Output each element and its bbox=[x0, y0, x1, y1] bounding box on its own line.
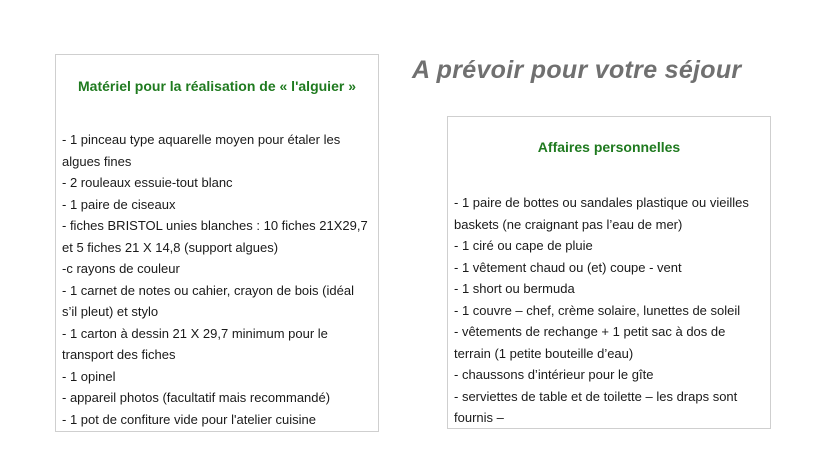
list-item: - 1 paire de ciseaux bbox=[62, 196, 176, 212]
list-item: - chaussons d’intérieur pour le gîte bbox=[454, 367, 654, 382]
materiel-heading: Matériel pour la réalisation de « l'alguier » bbox=[78, 78, 356, 94]
list-item: - 1 ciré ou cape de pluie bbox=[454, 238, 593, 253]
list-item: - fiches BRISTOL unies blanches : 10 fiches 21X29,7 et 5 fiches 21 X 14,8 (support algues) bbox=[62, 218, 368, 255]
list-item: - 1 short ou bermuda bbox=[454, 281, 575, 296]
list-item: - vêtements de rechange + 1 petit sac à dos de terrain (1 petite bouteille d’eau) bbox=[454, 324, 726, 361]
list-item: - 1 pinceau type aquarelle moyen pour étaler les algues fines bbox=[62, 132, 341, 169]
list-item: - 2 rouleaux essuie-tout blanc bbox=[62, 175, 233, 190]
list-item: -c rayons de couleur bbox=[62, 261, 180, 276]
materiel-list bbox=[62, 129, 372, 430]
list-item: - 1 pot de confiture vide pour l'atelier cuisine bbox=[62, 411, 316, 427]
list-item: - 1 carton à dessin 21 X 29,7 minimum pour le transport des fiches bbox=[62, 325, 328, 362]
list-item: - 1 opinel bbox=[62, 368, 116, 384]
affaires-box bbox=[447, 116, 771, 429]
page-title: A prévoir pour votre séjour bbox=[412, 56, 742, 84]
materiel-box bbox=[55, 54, 379, 432]
affaires-heading: Affaires personnelles bbox=[537, 139, 681, 155]
list-item: - 1 couvre – chef, crème solaire, lunettes de soleil bbox=[454, 302, 741, 318]
list-item: - 1 carnet de notes ou cahier, crayon de bois (idéal s’il pleut) et stylo bbox=[62, 282, 354, 319]
list-item: - appareil photos (facultatif mais recommandé) bbox=[62, 390, 331, 405]
list-item: - serviettes de table et de toilette – les draps sont fournis – bbox=[454, 388, 738, 425]
list-item: - 1 paire de bottes ou sandales plastique ou vieilles baskets (ne craignant pas l’eau de mer) bbox=[454, 195, 749, 232]
list-item: - 1 vêtement chaud ou (et) coupe - vent bbox=[454, 259, 682, 275]
affaires-list bbox=[454, 192, 764, 429]
